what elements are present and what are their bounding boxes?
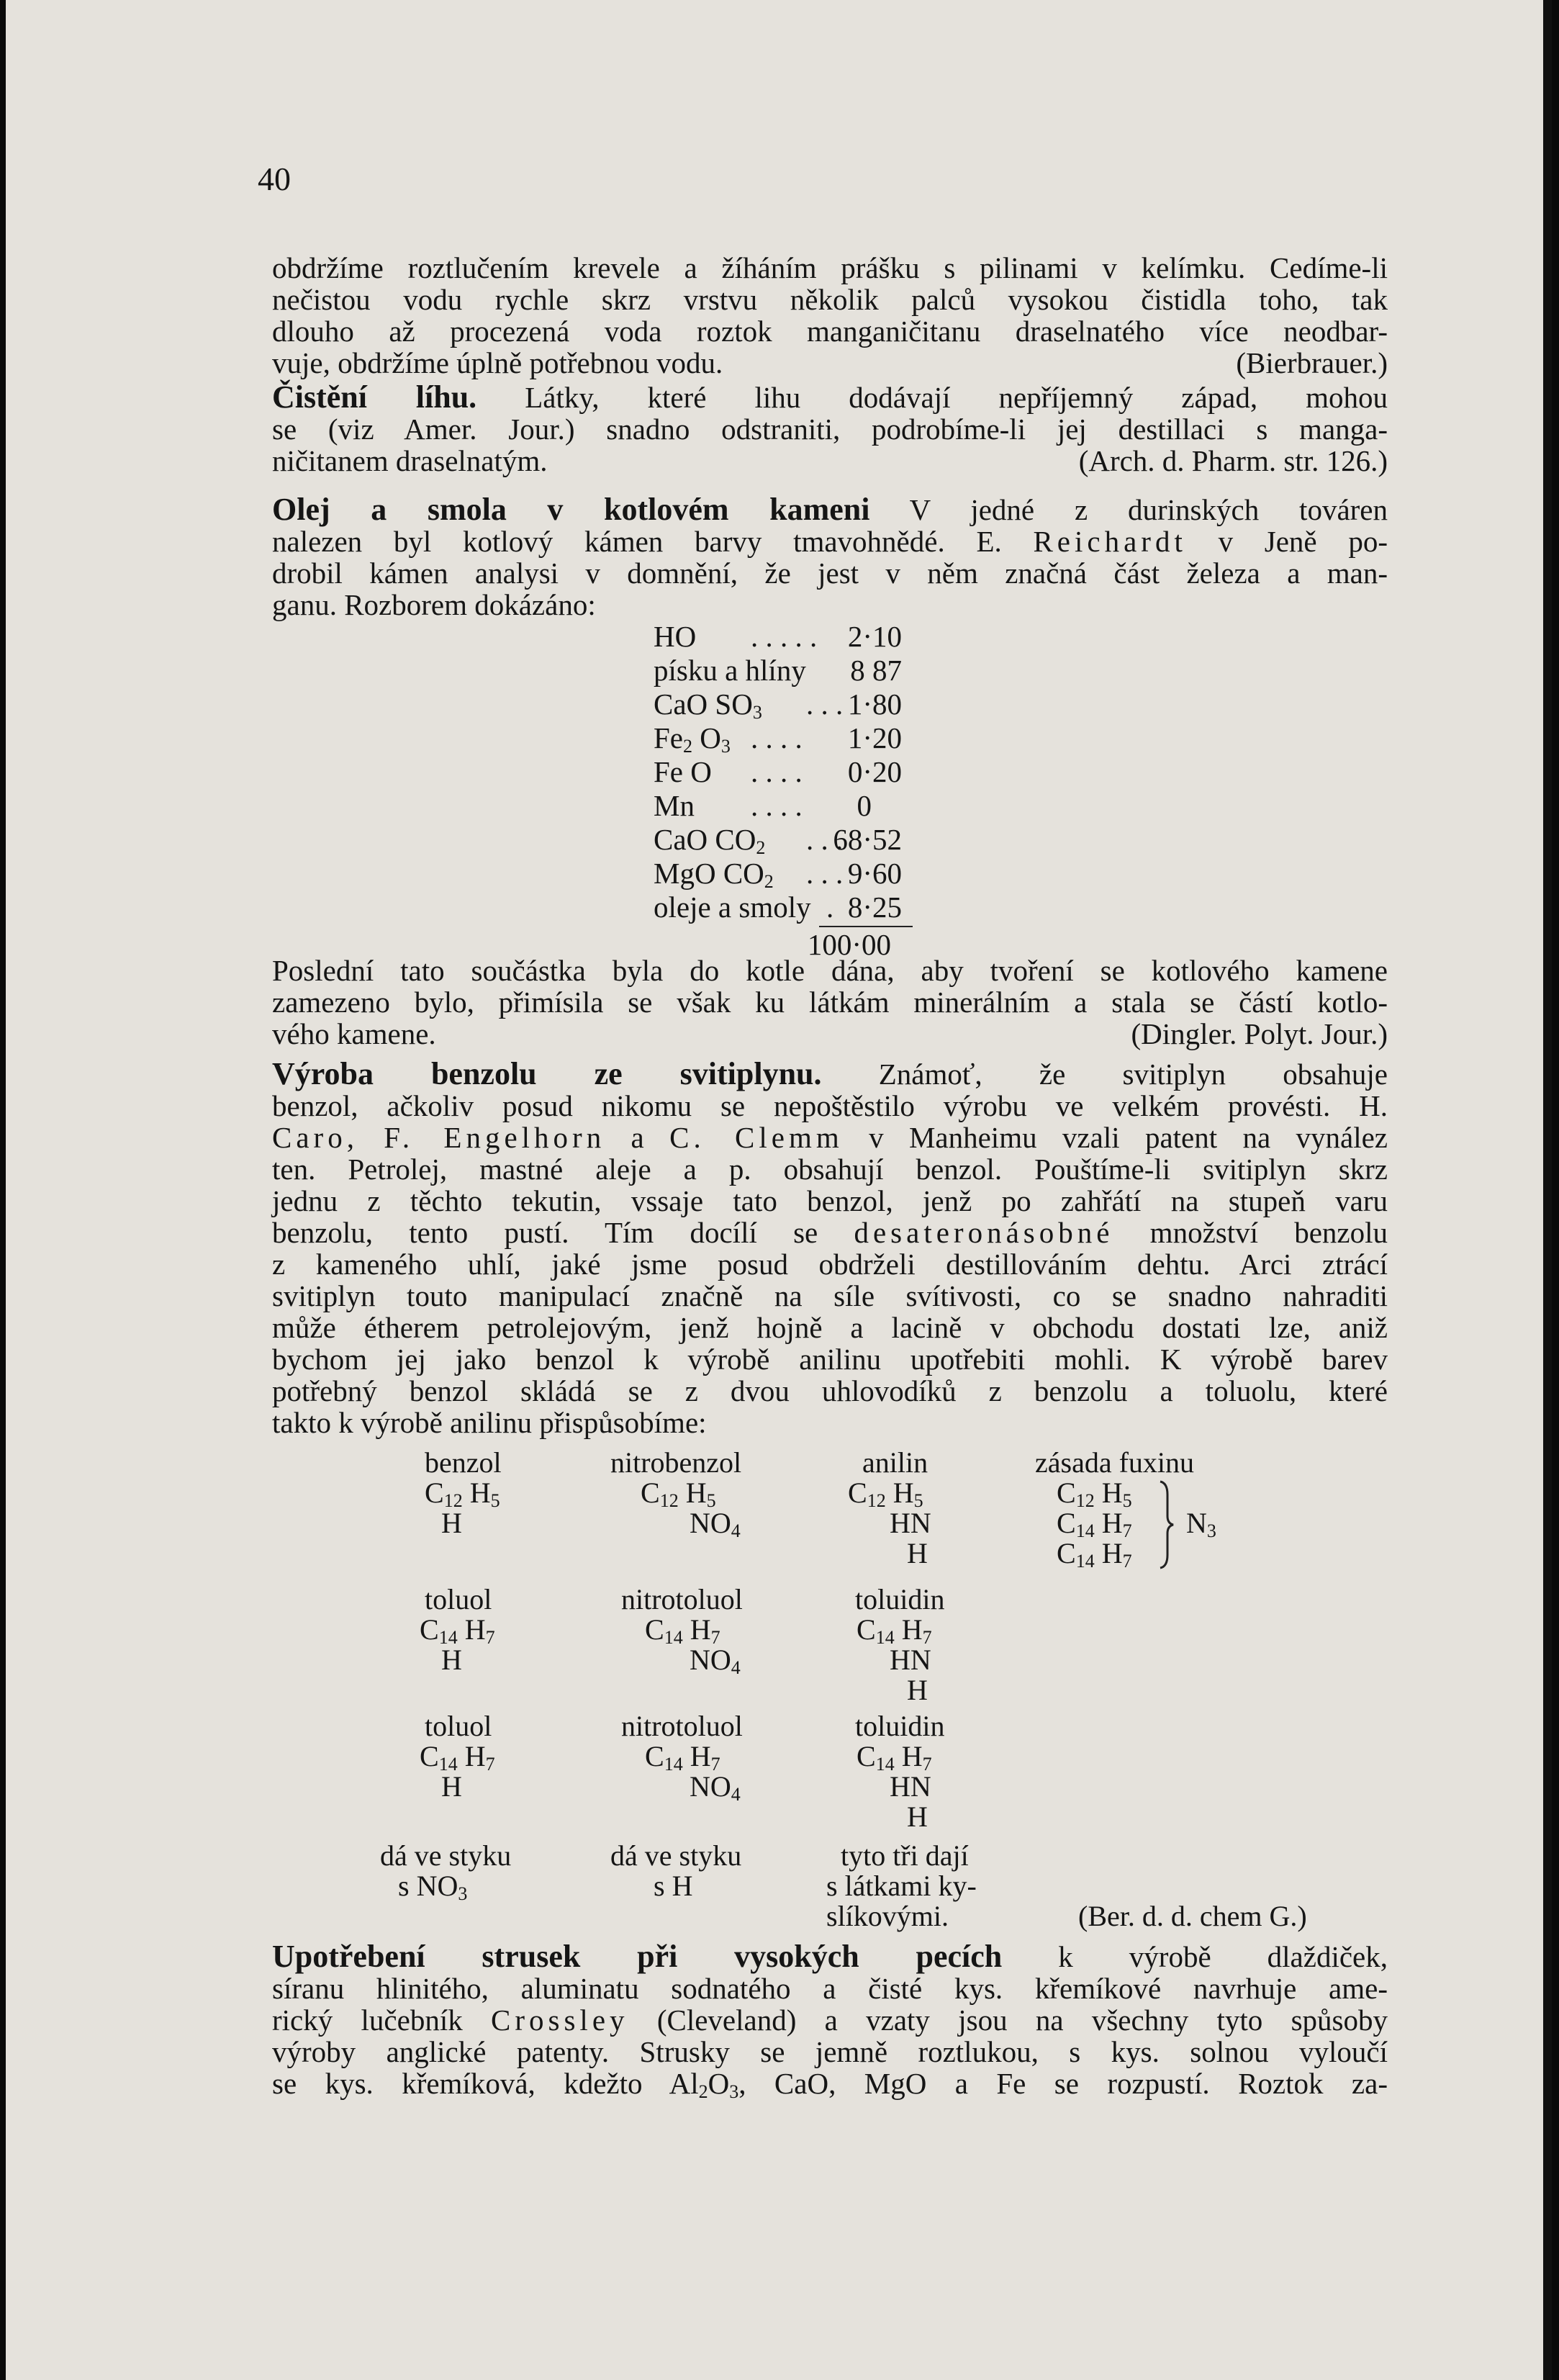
source-citation: (Arch. d. Pharm. str. 126.) [1078,444,1388,477]
reaction-note: s $NO_3$ [398,1870,468,1904]
compound-name: toluidin [855,1583,945,1615]
person-name: C. Clemm [669,1121,844,1154]
text-line: se (viz Amer. Jour.) snadno odstraniti, podrobíme-li jej destillaci s manga- [272,413,1388,446]
text-line: se kys. křemíková, kdežto $Al_2O_3$, CaO, MgO a Fe se rozpustí. Roztok za- [272,2067,1388,2102]
value: 2·10 [847,620,902,653]
formula-line: $C_{12}$ $H_5$ [848,1477,923,1511]
text-line: zamezeno bylo, přimísila se však ku látkám minerálním a stala se částí kotlo- [272,986,1388,1019]
page [6,0,1552,2380]
initial: E. [976,525,1002,558]
formula-line: $NO_4$ [690,1644,741,1678]
text-line: vuje, obdržíme úplně potřebnou vodu. [272,346,723,379]
text-line: takto k výrobě anilinu přispůsobíme: [272,1406,707,1439]
formula-line: $N_3$ [1186,1507,1216,1541]
leader-dots: . [826,891,834,924]
formula-line: $C_{12}$ $H_5$ [425,1477,500,1511]
text-line: dlouho až procezená voda roztok manganičitanu draselnatého více neodbar- [272,315,1388,348]
person-name: Crossley [491,2003,629,2037]
text-line: (Cleveland) a vzaty jsou na všechny tyto spůsoby [656,2003,1388,2037]
value: 0·20 [847,755,902,788]
text-line: v Manheimu vzali patent na vynález [869,1121,1388,1154]
compound-name: toluidin [855,1710,945,1742]
section-slag-use [272,1939,1388,2102]
text-line: rický lučebník [272,2003,463,2037]
formula-line: $C_{12}$ $H_5$ [641,1477,716,1511]
value: 9·60 [847,857,902,890]
text-line: v Jeně po- [1218,525,1388,558]
formula-line: $C_{14}$ $H_7$ [1057,1507,1132,1541]
value: 1·80 [847,688,902,721]
compound-name: nitrobenzol [610,1446,742,1479]
compound-name: nitrotoluol [621,1583,743,1615]
compound-name: zásada fuxinu [1035,1446,1195,1479]
formula-line: H [441,1770,462,1803]
compound-name: toluol [425,1583,492,1615]
text-line: Známoť, že svitiplyn obsahuje [878,1058,1388,1091]
section-heading: Upotřebení strusek při vysokých pecích [272,1939,1003,1974]
text-line: jednu z těchto tekutin, vssaje tato benzol, jenž po zahřátí na stupeň varu [272,1184,1388,1217]
compound-name: benzol [425,1446,502,1479]
total-value: 100·00 [807,928,891,961]
text-line: nečistou vodu rychle skrz vrstvu několik palců vysokou čistidla toho, tak [272,283,1388,316]
leader-dots: . . . . [751,721,803,754]
reaction-note: slíkovými. [826,1900,949,1932]
reaction-note: dá ve styku [610,1839,742,1872]
compound-name: nitrotoluol [621,1710,743,1742]
formula-line: $C_{12}$ $H_5$ [1057,1477,1132,1511]
text-line: V jedné z durinských továren [909,493,1388,526]
value: 68·52 [833,823,902,856]
text-line: vého kamene. [272,1017,436,1050]
formula-line: $C_{14}$ $H_7$ [857,1740,932,1775]
text-line: Poslední tato součástka byla do kotle dána, aby tvoření se kotlového kamene [272,954,1388,987]
section-heading: Olej a smola v kotlovém kameni [272,492,870,527]
text-line: výroby anglické patenty. Strusky se jemně roztlukou, s kys. solnou vyloučí [272,2035,1388,2068]
reaction-note: tyto tři dají [841,1839,969,1872]
component: HO [654,620,697,653]
leader-dots: . . . . [751,755,803,788]
compound-name: anilin [862,1446,928,1479]
value: 0 [857,789,872,822]
text-line: benzol, ačkoliv posud nikomu se nepoštěstilo výrobu ve velkém provésti. H. [272,1089,1388,1122]
emphasis: desateronásobné [854,1216,1114,1249]
person-name: Caro, [272,1121,358,1154]
formula-line: $C_{14}$ $H_7$ [420,1740,495,1775]
formula-line: $C_{14}$ $H_7$ [1057,1537,1132,1572]
compound-name: toluol [425,1710,492,1742]
section-heading: Výroba benzolu ze svitiplynu. [272,1056,822,1091]
text-line: svitiplyn touto manipulací značně na síle svítivosti, co se snadno nahraditi [272,1279,1388,1312]
component: MgO $CO_2$ [654,857,774,892]
component: písku a hlíny [654,654,806,687]
reaction-note: s H [654,1870,693,1902]
component: $Fe_2$ $O_3$ [654,721,731,757]
formula-line: $C_{14}$ $H_7$ [857,1613,932,1648]
value: 8 87 [850,654,902,687]
formula-line: $NO_4$ [690,1507,741,1541]
value: 8·25 [847,891,902,924]
source-citation: (Bierbrauer.) [1236,346,1388,379]
text-line: může étherem petrolejovým, jenž hojně a lacině v obchodu dostati lze, aniž [272,1311,1388,1344]
formula-line: H [441,1644,462,1676]
text-line: k výrobě dlaždiček, [1058,1940,1388,1973]
text-line: z kameného uhlí, jaké jsme posud obdrželi destillováním dehtu. Arci ztrácí [272,1248,1388,1281]
text-line: drobil kámen analysi v domnění, že jest v něm značná část železa a man- [272,556,1388,590]
page-number: 40 [258,161,291,197]
text-line: a [631,1121,644,1154]
reaction-note: s látkami ky- [826,1870,977,1902]
formula-line: H [907,1800,928,1833]
formula-line: HN [890,1644,931,1676]
leader-dots: . . . . [751,789,803,822]
formula-line: H [441,1507,462,1539]
leader-dots: . . . [806,688,844,721]
formula-line: $C_{14}$ $H_7$ [645,1613,720,1648]
component: oleje a smoly [654,891,811,924]
formula-line: HN [890,1770,931,1803]
text-line: obdržíme roztlučením krevele a žíháním prášku s pilinami v kelímku. Cedíme-li [272,251,1388,284]
brace-icon [1157,1480,1176,1569]
formula-line: $C_{14}$ $H_7$ [420,1613,495,1648]
text-line: množství benzolu [1149,1216,1388,1249]
leader-dots: . . . [806,823,844,856]
person-name: F. Engelhorn [384,1121,606,1154]
formula-line: HN [890,1507,931,1539]
source-citation: (Dingler. Polyt. Jour.) [1131,1017,1388,1050]
formula-line: $C_{14}$ $H_7$ [645,1740,720,1775]
text-line: bychom jej jako benzol k výrobě anilinu upotřebiti mohli. K výrobě barev [272,1343,1388,1376]
text-line: Látky, které lihu dodávají nepříjemný západ, mohou [525,381,1388,414]
component: CaO $CO_2$ [654,823,766,858]
text-line: ganu. Rozborem dokázáno: [272,588,596,621]
section-heading: Čistění líhu. [272,379,477,415]
leader-dots: . . . . . [751,620,818,653]
text-line: potřebný benzol skládá se z dvou uhlovodíků z benzolu a toluolu, které [272,1374,1388,1407]
formula-line: H [907,1674,928,1706]
text-line: síranu hlinitého, aluminatu sodnatého a čisté kys. křemíkové navrhuje ame- [272,1972,1388,2005]
value: 1·20 [847,721,902,754]
component: CaO $SO_3$ [654,688,762,723]
text-line: ničitanem draselnatým. [272,444,548,477]
leader-dots: . . . [806,857,844,890]
text-line: nalezen byl kotlový kámen barvy tmavohnědé. [272,525,945,558]
person-name: Reichardt [1033,525,1187,558]
text-line: ten. Petrolej, mastné aleje a p. obsahují benzol. Pouštíme-li svitiplyn skrz [272,1153,1388,1186]
component: Fe O [654,755,712,788]
source-citation: (Ber. d. d. chem G.) [1078,1900,1307,1932]
formula-line: $NO_4$ [690,1770,741,1805]
reaction-note: dá ve styku [380,1839,512,1872]
text-line: benzolu, tento pustí. Tím docílí se [272,1216,818,1249]
formula-line: H [907,1537,928,1569]
component: Mn [654,789,695,822]
